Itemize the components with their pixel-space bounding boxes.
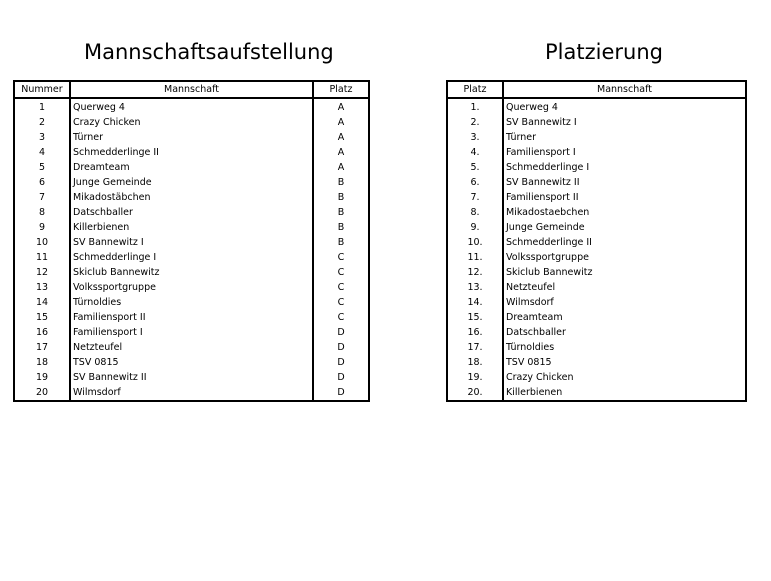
team-name-cell: Wilmsdorf [503,295,746,310]
table-row [447,205,746,220]
table-row [14,340,369,355]
group-cell: D [313,385,369,401]
column-header-number: Nummer [14,81,70,98]
team-name-cell: Skiclub Bannewitz [503,265,746,280]
table-row [14,385,369,401]
group-cell: D [313,325,369,340]
team-number-cell: 3 [14,130,70,145]
table-row [447,130,746,145]
table-row [14,130,369,145]
team-name-cell: SV Bannewitz I [503,115,746,130]
rank-cell: 1. [447,98,503,115]
team-number-cell: 18 [14,355,70,370]
team-number-cell: 1 [14,98,70,115]
team-name-cell: Datschballer [503,325,746,340]
team-name-cell: Türnoldies [70,295,313,310]
team-number-cell: 16 [14,325,70,340]
team-name-cell: Familiensport II [503,190,746,205]
table-row [447,190,746,205]
rank-cell: 3. [447,130,503,145]
team-name-cell: Volkssportgruppe [70,280,313,295]
rank-cell: 17. [447,340,503,355]
team-name-cell: Türnoldies [503,340,746,355]
team-name-cell: Crazy Chicken [503,370,746,385]
team-name-cell: Familiensport I [70,325,313,340]
team-name-cell: Killerbienen [70,220,313,235]
table-row [14,145,369,160]
lineup-table [13,80,370,402]
table-row [14,220,369,235]
column-header-rank: Platz [447,81,503,98]
table-row [14,280,369,295]
team-name-cell: TSV 0815 [503,355,746,370]
rank-cell: 15. [447,310,503,325]
team-name-cell: Schmedderlinge I [503,160,746,175]
group-cell: C [313,280,369,295]
table-row [447,340,746,355]
team-name-cell: SV Bannewitz I [70,235,313,250]
team-number-cell: 15 [14,310,70,325]
team-name-cell: Familiensport II [70,310,313,325]
team-number-cell: 17 [14,340,70,355]
column-header-team: Mannschaft [70,81,313,98]
table-row [14,175,369,190]
group-cell: B [313,220,369,235]
table-row [14,235,369,250]
table-row [14,310,369,325]
rank-cell: 13. [447,280,503,295]
table-row [447,220,746,235]
team-number-cell: 12 [14,265,70,280]
team-name-cell: Türner [503,130,746,145]
table-row [447,370,746,385]
team-name-cell: Netzteufel [70,340,313,355]
team-name-cell: SV Bannewitz II [70,370,313,385]
team-name-cell: Querweg 4 [70,98,313,115]
team-name-cell: Wilmsdorf [70,385,313,401]
table-row [447,160,746,175]
team-name-cell: Junge Gemeinde [70,175,313,190]
ranking-header-row [447,81,746,98]
table-row [14,98,369,115]
table-row [447,98,746,115]
column-header-group: Platz [313,81,369,98]
team-name-cell: Familiensport I [503,145,746,160]
team-number-cell: 10 [14,235,70,250]
team-number-cell: 19 [14,370,70,385]
rank-cell: 10. [447,235,503,250]
table-row [447,145,746,160]
team-number-cell: 9 [14,220,70,235]
group-cell: A [313,130,369,145]
team-number-cell: 14 [14,295,70,310]
table-row [14,325,369,340]
ranking-title: Platzierung [545,40,663,64]
table-row [447,295,746,310]
group-cell: B [313,190,369,205]
rank-cell: 18. [447,355,503,370]
lineup-title: Mannschaftsaufstellung [84,40,334,64]
rank-cell: 7. [447,190,503,205]
table-row [447,235,746,250]
rank-cell: 5. [447,160,503,175]
table-row [447,280,746,295]
table-row [14,115,369,130]
group-cell: C [313,265,369,280]
team-name-cell: Schmedderlinge I [70,250,313,265]
team-name-cell: Schmedderlinge II [70,145,313,160]
team-name-cell: Mikadostäbchen [70,190,313,205]
table-row [14,265,369,280]
team-number-cell: 11 [14,250,70,265]
table-row [447,265,746,280]
column-header-team: Mannschaft [503,81,746,98]
rank-cell: 12. [447,265,503,280]
table-row [14,295,369,310]
team-number-cell: 5 [14,160,70,175]
team-number-cell: 13 [14,280,70,295]
rank-cell: 14. [447,295,503,310]
group-cell: D [313,355,369,370]
rank-cell: 2. [447,115,503,130]
team-name-cell: Querweg 4 [503,98,746,115]
rank-cell: 19. [447,370,503,385]
team-name-cell: SV Bannewitz II [503,175,746,190]
team-number-cell: 6 [14,175,70,190]
table-row [14,355,369,370]
rank-cell: 4. [447,145,503,160]
table-row [14,160,369,175]
group-cell: C [313,295,369,310]
group-cell: A [313,98,369,115]
rank-cell: 20. [447,385,503,401]
team-name-cell: Datschballer [70,205,313,220]
group-cell: B [313,235,369,250]
team-name-cell: Dreamteam [70,160,313,175]
team-name-cell: Schmedderlinge II [503,235,746,250]
team-number-cell: 7 [14,190,70,205]
table-row [447,355,746,370]
table-row [447,325,746,340]
group-cell: D [313,370,369,385]
team-name-cell: Crazy Chicken [70,115,313,130]
team-number-cell: 8 [14,205,70,220]
group-cell: B [313,175,369,190]
team-name-cell: Killerbienen [503,385,746,401]
group-cell: A [313,145,369,160]
ranking-table [446,80,747,402]
team-name-cell: Junge Gemeinde [503,220,746,235]
team-number-cell: 2 [14,115,70,130]
lineup-header-row [14,81,369,98]
rank-cell: 11. [447,250,503,265]
rank-cell: 9. [447,220,503,235]
table-row [447,310,746,325]
table-row [14,205,369,220]
team-name-cell: Dreamteam [503,310,746,325]
team-name-cell: Türner [70,130,313,145]
team-name-cell: Volkssportgruppe [503,250,746,265]
group-cell: C [313,250,369,265]
table-row [14,370,369,385]
group-cell: A [313,160,369,175]
table-row [447,385,746,401]
rank-cell: 8. [447,205,503,220]
team-name-cell: Netzteufel [503,280,746,295]
team-number-cell: 4 [14,145,70,160]
rank-cell: 16. [447,325,503,340]
group-cell: D [313,340,369,355]
group-cell: A [313,115,369,130]
team-number-cell: 20 [14,385,70,401]
table-row [447,175,746,190]
table-row [447,250,746,265]
table-row [14,190,369,205]
table-row [14,250,369,265]
group-cell: B [313,205,369,220]
team-name-cell: TSV 0815 [70,355,313,370]
team-name-cell: Mikadostaebchen [503,205,746,220]
team-name-cell: Skiclub Bannewitz [70,265,313,280]
group-cell: C [313,310,369,325]
rank-cell: 6. [447,175,503,190]
table-row [447,115,746,130]
